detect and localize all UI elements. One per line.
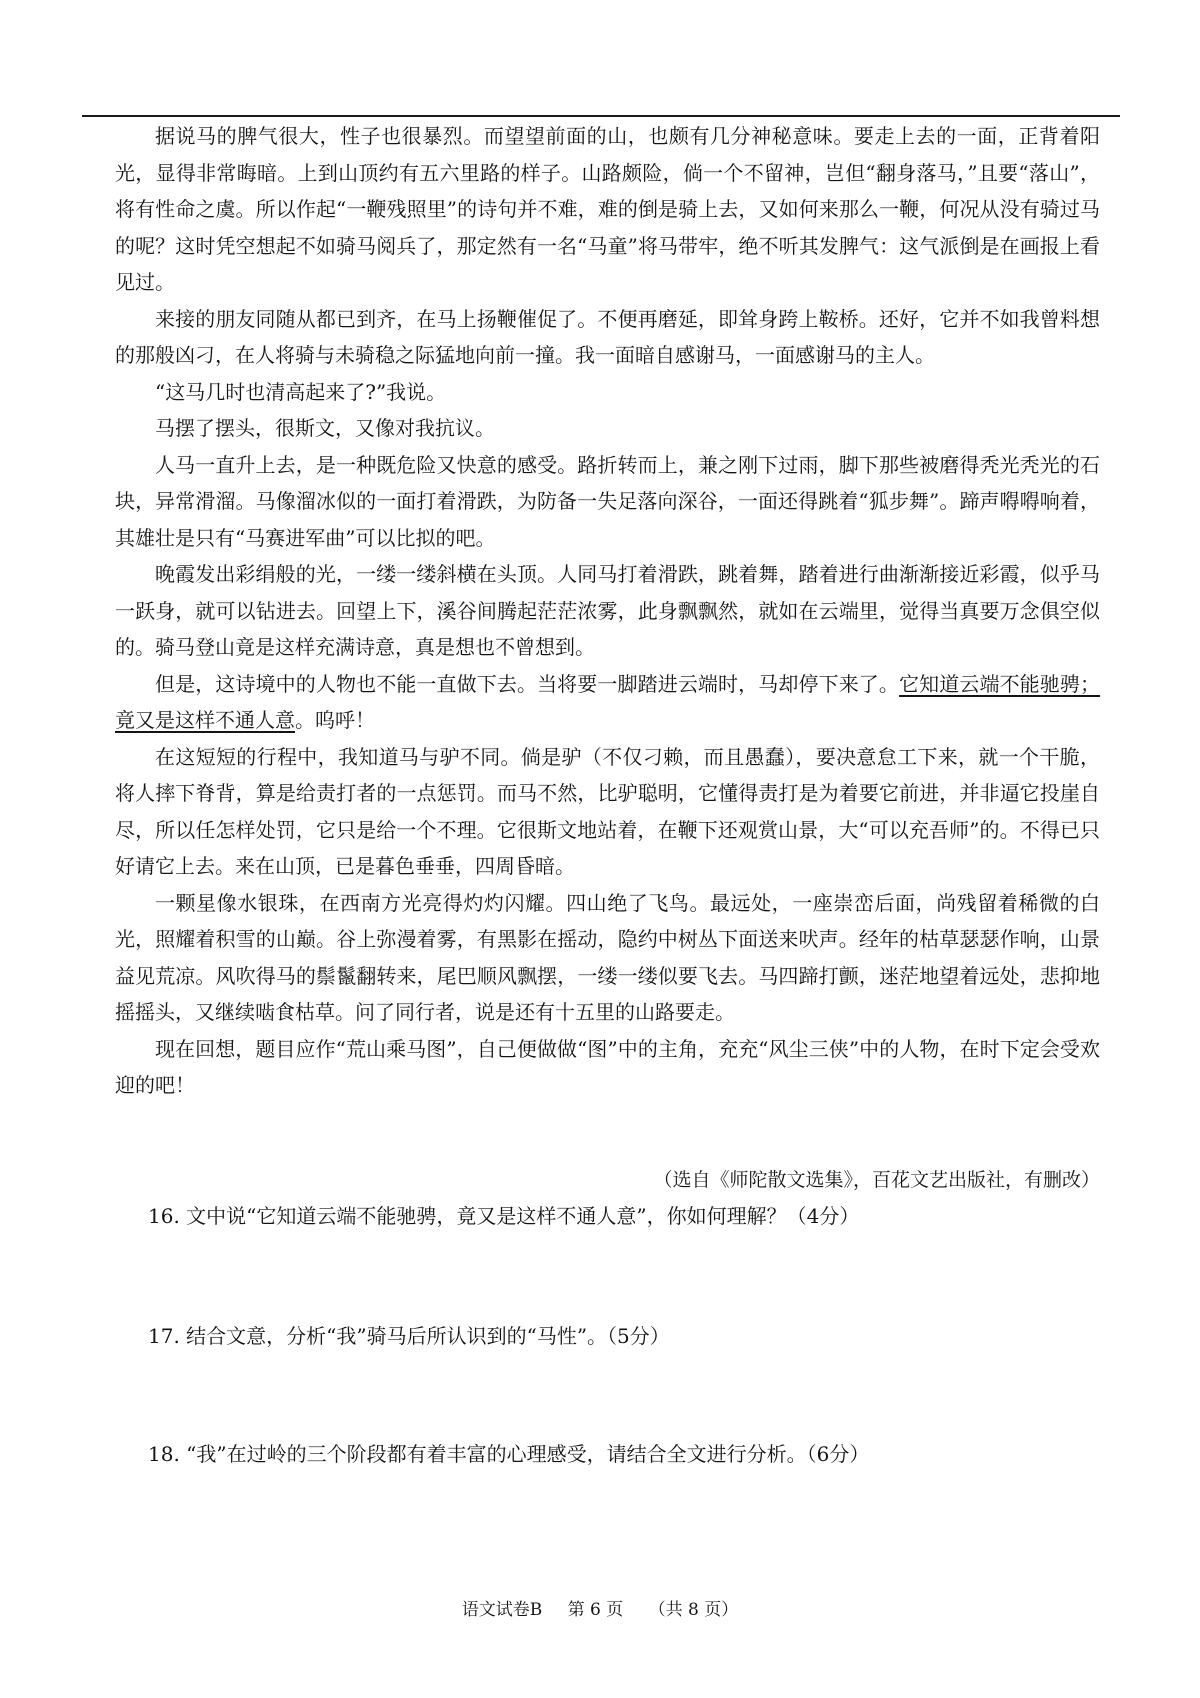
passage-paragraph-6: 晚霞发出彩绢般的光，一缕一缕斜横在头顶。人同马打着滑跌，跳着舞，踏着进行曲渐渐接近彩霞，似乎马一跃身，就可以钻进去。回望上下，溪谷间腾起茫茫浓雾，此身飘飘然，就如在云端里，觉得当真要万念俱空似的。骑马登山竟是这样充满诗意，真是想也不曾想到。 bbox=[115, 562, 1100, 659]
passage-paragraph-4: 马摆了摆头，很斯文，又像对我抗议。 bbox=[155, 416, 495, 440]
page-footer bbox=[0, 1596, 1200, 1624]
question-16: 16. 文中说“它知道云端不能驰骋，竟又是这样不通人意”，你如何理解？（4分） bbox=[148, 1204, 860, 1228]
reading-passage bbox=[115, 118, 1100, 1104]
passage-source: （选自《师陀散文选集》，百花文艺出版社，有删改） bbox=[653, 1169, 1100, 1191]
passage-paragraph-2: 来接的朋友同随从都已到齐，在马上扬鞭催促了。不便再磨延，即耸身跨上鞍桥。还好，它并不如我曾料想的那般凶刁，在人将骑与未骑稳之际猛地向前一撞。我一面暗自感谢马，一面感谢马的主人。 bbox=[115, 306, 1100, 367]
question-18: 18. “我”在过岭的三个阶段都有着丰富的心理感受，请结合全文进行分析。（6分） bbox=[148, 1442, 870, 1466]
passage-paragraph-1: 据说马的脾气很大，性子也很暴烈。而望望前面的山，也颇有几分神秘意味。要走上去的一面，正背着阳光，显得非常晦暗。上到山顶约有五六里路的样子。山路颇险，倘一个不留神，岂但“翻身落马，”且要“落山”，将有性命之虞。所以作起“一鞭残照里”的诗句并不难，难的倒是骑上去，又如何来那么一鞭，何况从没有骑过马的呢？这时凭空想起不如骑马阅兵了，那定然有一名“马童”将马带牢，绝不听其发脾气：这气派倒是在画报上看见过。 bbox=[115, 124, 1100, 294]
question-17: 17. 结合文意，分析“我”骑马后所认识到的“马性”。（5分） bbox=[148, 1324, 670, 1348]
passage-paragraph-3: “这马几时也清高起来了?”我说。 bbox=[155, 379, 447, 404]
footer-page-number: 第 6 页 bbox=[567, 1600, 624, 1620]
footer-exam-name: 语文试卷B bbox=[461, 1600, 543, 1620]
paragraph-7-text: 但是，这诗境中的人物也不能一直做下去。当将要一脚踏进云端时，马却停下来了。 bbox=[155, 671, 900, 696]
footer-total-pages: （共 8 页） bbox=[648, 1600, 739, 1620]
passage-paragraph-8: 在这短短的行程中，我知道马与驴不同。倘是驴（不仅刁赖，而且愚蠢），要决意怠工下来，就一个干脆，将人摔下脊背，算是给责打者的一点惩罚。而马不然，比驴聪明，它懂得责打是为着要它前进，并非逼它投崖自尽，所以任怎样处罚，它只是给一个不理。它很斯文地站着，在鞭下还观赏山景，大“可以充吾师”的。不得已只好请它上去。来在山顶，已是暮色垂垂，四周昏暗。 bbox=[115, 744, 1100, 878]
passage-paragraph-10: 现在回想，题目应作“荒山乘马图”，自己便做做“图”中的主角，充充“风尘三侠”中的人物，在时下定会受欢迎的吧！ bbox=[115, 1036, 1100, 1097]
passage-paragraph-7 bbox=[115, 666, 1100, 739]
passage-paragraph-5: 人马一直升上去，是一种既危险又快意的感受。路折转而上，兼之刚下过雨，脚下那些被磨得秃光秃光的石块，异常滑溜。马像溜冰似的一面打着滑跌，为防备一失足落向深谷，一面还得跳着“狐步舞”。蹄声嘚嘚响着，其雄壮是只有“马赛进军曲”可以比拟的吧。 bbox=[115, 452, 1100, 550]
passage-paragraph-9: 一颗星像水银珠，在西南方光亮得灼灼闪耀。四山绝了飞鸟。最远处，一座崇峦后面，尚残留着稀微的白光，照耀着积雪的山巅。谷上弥漫着雾，有黑影在摇动，隐约中树丛下面送来吠声。经年的枯草瑟瑟作响，山景益见荒凉。风吹得马的鬃鬣翻转来，尾巴顺风飘摆，一缕一缕似要飞去。马四蹄打颤，迷茫地望着远处，悲抑地摇摇头，又继续啮食枯草。问了同行者，说是还有十五里的山路要走。 bbox=[115, 890, 1100, 1024]
paragraph-7-ending: 。呜呼！ bbox=[295, 708, 375, 732]
header-rule bbox=[82, 115, 1120, 117]
underlined-sentence: 它知道云端不能驰骋；竟又是这样不通人意 bbox=[115, 671, 1101, 732]
